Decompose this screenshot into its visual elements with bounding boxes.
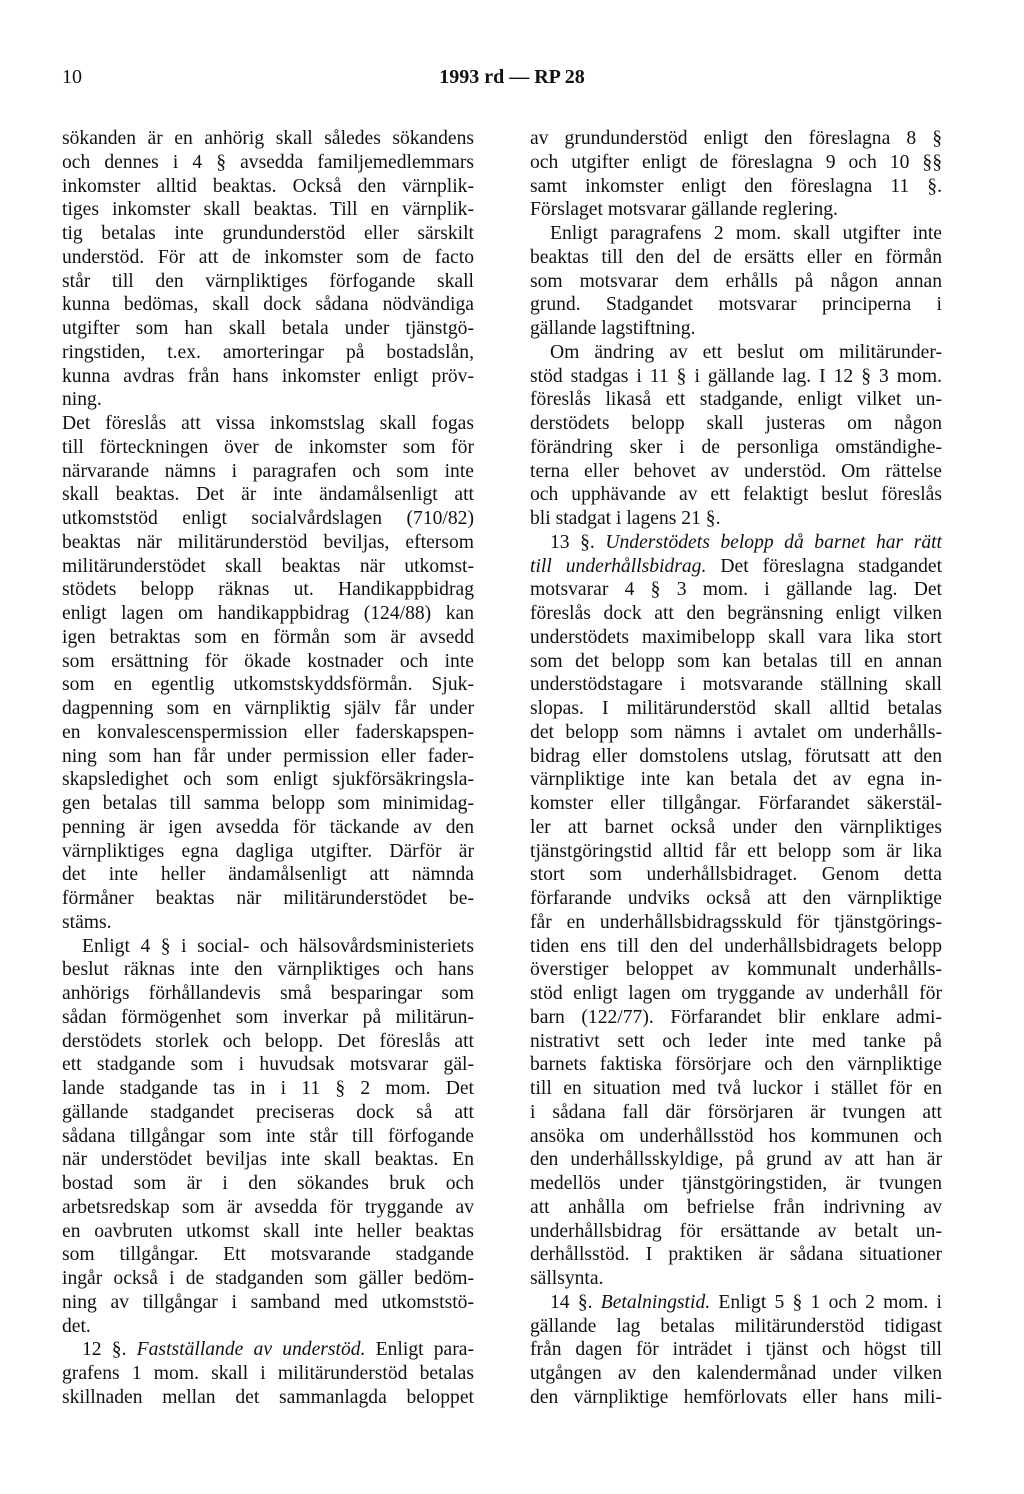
text-line: Förslaget motsvarar gällande reglering. — [530, 199, 838, 221]
text-line: lande stadgande tas in i 11 § 2 mom. Det — [62, 1078, 474, 1099]
text-line: när understödet beviljas inte skall beaktas. En — [62, 1149, 474, 1171]
text-line: beaktas till den del de ersätts eller en förmån — [530, 246, 942, 268]
text-line: Om ändring av ett beslut om militärunder- — [550, 341, 942, 363]
text-line: understödstagare i motsvarande ställning skall — [530, 674, 942, 696]
text-line: sökanden är en anhörig skall således sökandens — [62, 128, 474, 149]
text-line: tiges inkomster skall beaktas. Till en värnplik- — [62, 199, 474, 221]
text-line: barnets faktiska försörjare och den värnpliktige — [530, 1054, 942, 1076]
text-line: överstiger beloppet av kommunalt underhålls- — [530, 959, 942, 981]
text-line: en oavbruten utkomst skall inte heller beaktas — [62, 1220, 474, 1242]
text-line: från dagen för inträdet i tjänst och högst till — [530, 1339, 942, 1361]
text-line: sådan förmögenhet som inverkar på militärun- — [62, 1006, 474, 1028]
text-line: dagpenning som en värnpliktig själv får under — [62, 698, 474, 719]
text-line: till en situation med två luckor i stället för en — [530, 1078, 942, 1099]
text-line: kunna bedömas, skall dock sådana nödvändiga — [62, 294, 474, 316]
text-line: ringstiden, t.ex. amorteringar på bostadslån, — [62, 341, 474, 363]
left-column — [62, 127, 474, 1410]
text-line: ingår också i de stadganden som gäller bedöm- — [62, 1268, 474, 1289]
text-line: 13 §. Understödets belopp då barnet har rätt — [550, 531, 943, 553]
text-line: beslut räknas inte den värnpliktiges och hans — [62, 959, 474, 981]
text-line: militärunderstödet skall beaktas när utkomst- — [62, 555, 474, 577]
text-line: förändring sker i de personliga omständighe- — [530, 436, 942, 458]
text-line: gen betalas till samma belopp som minimidag- — [62, 793, 474, 814]
running-head: 1993 rd — RP 28 — [439, 66, 585, 88]
text-line: tiden ens till den del underhållsbidragets belopp — [530, 935, 942, 957]
text-line: föreslås dock att den begränsning enligt vilken — [530, 603, 942, 624]
text-line: bidrag eller domstolens utslag, förutsatt att den — [530, 745, 942, 767]
text-line: slopas. I militärunderstöd skall alltid betalas — [530, 698, 942, 719]
text-line: Enligt 4 § i social- och hälsovårdsministeriets — [82, 935, 474, 957]
text-line: och dennes i 4 § avsedda familjemedlemmars — [62, 151, 474, 173]
text-line: får en underhållsbidragsskuld för tjänstgörings- — [530, 911, 942, 933]
text-line: som en egentlig utkomstskyddsförmån. Sjuk- — [62, 674, 474, 696]
text-line: utgifter som han skall betala under tjänstgö- — [62, 318, 474, 339]
text-line: beaktas när militärunderstöd beviljas, eftersom — [62, 531, 474, 553]
text-line: derstödets storlek och belopp. Det föreslås att — [62, 1030, 474, 1052]
text-line: derstödets belopp skall justeras om någon — [530, 413, 942, 434]
text-line: inkomster alltid beaktas. Också den värnplik- — [62, 175, 474, 197]
text-line: nistrativt sett och leder inte med tanke på — [530, 1030, 942, 1052]
text-line: gällande lag betalas militärunderstöd tidigast — [530, 1315, 942, 1337]
text-line: värnpliktiges egna dagliga utgifter. Därför är — [62, 840, 474, 862]
text-line: derhållsstöd. I praktiken är sådana situationer — [530, 1244, 942, 1266]
text-line: 14 §. Betalningstid. Enligt 5 § 1 och 2 mom. i — [550, 1291, 942, 1313]
text-line: värnpliktige inte kan betala det av egna in- — [530, 769, 942, 791]
text-line: av grundunderstöd enligt den föreslagna 8 § — [530, 128, 942, 149]
text-line: utgången av den kalendermånad under vilken — [530, 1363, 942, 1384]
text-line: grund. Stadgandet motsvarar principerna i — [530, 294, 942, 316]
text-line: enligt lagen om handikappbidrag (124/88) kan — [62, 603, 474, 624]
text-line: ning av tillgångar i samband med utkomststö- — [62, 1291, 474, 1313]
text-line: bli stadgat i lagens 21 §. — [530, 508, 721, 529]
text-line: står till den värnpliktiges förfogande skall — [62, 270, 474, 292]
page-number: 10 — [62, 66, 82, 88]
text-line: som ersättning för ökade kostnader och inte — [62, 650, 474, 672]
text-line: stöd stadgas i 11 § i gällande lag. I 12 § 3 mom. — [530, 365, 942, 387]
right-column — [530, 127, 942, 1410]
text-line: det belopp som nämns i avtalet om underhålls- — [530, 721, 942, 743]
text-line: penning är igen avsedda för täckande av den — [62, 816, 474, 838]
text-line: stort som underhållsbidraget. Genom detta — [530, 864, 942, 886]
text-line: arbetsredskap som är avsedda för tryggande av — [62, 1196, 474, 1218]
text-line: motsvarar 4 § 3 mom. i gällande lag. Det — [530, 579, 942, 601]
text-line: den underhållsskyldige, på grund av att han är — [530, 1149, 942, 1171]
text-line: barn (122/77). Förfarandet blir enklare admi- — [530, 1006, 942, 1028]
text-line: ning. — [62, 389, 102, 411]
text-line: att anhålla om befrielse från indrivning av — [530, 1196, 942, 1218]
text-line: underhållsbidrag för ersättande av betalt un- — [530, 1220, 942, 1242]
text-line: som tillgångar. Ett motsvarande stadgande — [62, 1244, 474, 1266]
text-line: till förteckningen över de inkomster som för — [62, 436, 474, 458]
page-header — [0, 66, 1024, 96]
text-line: det. — [62, 1315, 91, 1337]
text-line: ansöka om underhållsstöd hos kommunen och — [530, 1125, 942, 1147]
text-line: utkomststöd enligt socialvårdslagen (710/82) — [62, 508, 474, 529]
text-line: som motsvarar dem erhålls på någon annan — [530, 270, 942, 292]
text-line: 12 §. Fastställande av understöd. Enligt para- — [82, 1339, 474, 1361]
text-line: skall beaktas. Det är inte ändamålsenligt att — [62, 484, 474, 506]
text-line: stödets belopp räknas ut. Handikappbidrag — [62, 579, 474, 601]
text-line: skapsledighet och som enligt sjukförsäkringsla- — [62, 769, 474, 791]
text-line: Enligt paragrafens 2 mom. skall utgifter inte — [550, 223, 942, 244]
text-line: ett stadgande som i huvudsak motsvarar gäl- — [62, 1054, 474, 1076]
text-line: i sådana fall där försörjaren är tvungen att — [530, 1101, 942, 1123]
text-line: kunna avdras från hans inkomster enligt pröv- — [62, 365, 474, 387]
text-line: förmåner beaktas när militärunderstödet be- — [62, 888, 474, 909]
text-line: grafens 1 mom. skall i militärunderstöd betalas — [62, 1363, 474, 1384]
text-line: förfarande undviks också att den värnpliktige — [530, 888, 942, 909]
text-line: terna eller behovet av understöd. Om rättelse — [530, 460, 942, 482]
text-line: tjänstgöringstid alltid får ett belopp som är lika — [530, 840, 942, 862]
text-line: komster eller tillgångar. Förfarandet säkerstäl- — [530, 793, 942, 814]
text-line: stäms. — [62, 911, 112, 933]
text-line: skillnaden mellan det sammanlagda beloppet — [62, 1386, 474, 1408]
text-line: ler att barnet också under den värnpliktiges — [530, 816, 942, 838]
text-line: det inte heller ändamålsenligt att nämnda — [62, 864, 474, 886]
text-line: gällande lagstiftning. — [530, 318, 696, 339]
text-line: bostad som är i den sökandes bruk och — [62, 1173, 474, 1194]
text-line: föreslås likaså ett stadgande, enligt vilket un- — [530, 389, 942, 411]
text-line: den värnpliktige hemförlovats eller hans mili- — [530, 1386, 942, 1408]
text-line: igen betraktas som en förmån som är avsedd — [62, 626, 474, 648]
text-line: understöd. För att de inkomster som de facto — [62, 246, 474, 268]
text-line: tig betalas inte grundunderstöd eller särskilt — [62, 223, 474, 244]
text-line: ning som han får under permission eller fader- — [62, 745, 474, 767]
text-line: till underhållsbidrag. Det föreslagna stadgandet — [530, 555, 943, 577]
text-line: en konvalescenspermission eller faderskapspen- — [62, 721, 474, 743]
text-line: gällande stadgandet preciseras dock så att — [62, 1101, 474, 1123]
text-line: sällsynta. — [530, 1268, 604, 1289]
text-line: anhörigs förhållandevis små besparingar som — [62, 983, 474, 1004]
text-line: och utgifter enligt de föreslagna 9 och 10 §§ — [530, 151, 942, 173]
text-line: understödets maximibelopp skall vara lika stort — [530, 626, 942, 648]
text-line: närvarande nämns i paragrafen och som inte — [62, 460, 474, 482]
text-line: medellös under tjänstgöringstiden, är tvungen — [530, 1173, 942, 1194]
text-line: samt inkomster enligt den föreslagna 11 §. — [530, 175, 942, 197]
text-line: Det föreslås att vissa inkomstslag skall fogas — [62, 413, 474, 434]
text-line: sådana tillgångar som inte står till förfogande — [62, 1125, 474, 1147]
text-line: stöd enligt lagen om tryggande av underhåll för — [530, 983, 942, 1004]
text-line: som det belopp som kan betalas till en annan — [530, 650, 942, 672]
text-line: och upphävande av ett felaktigt beslut föreslås — [530, 484, 942, 506]
